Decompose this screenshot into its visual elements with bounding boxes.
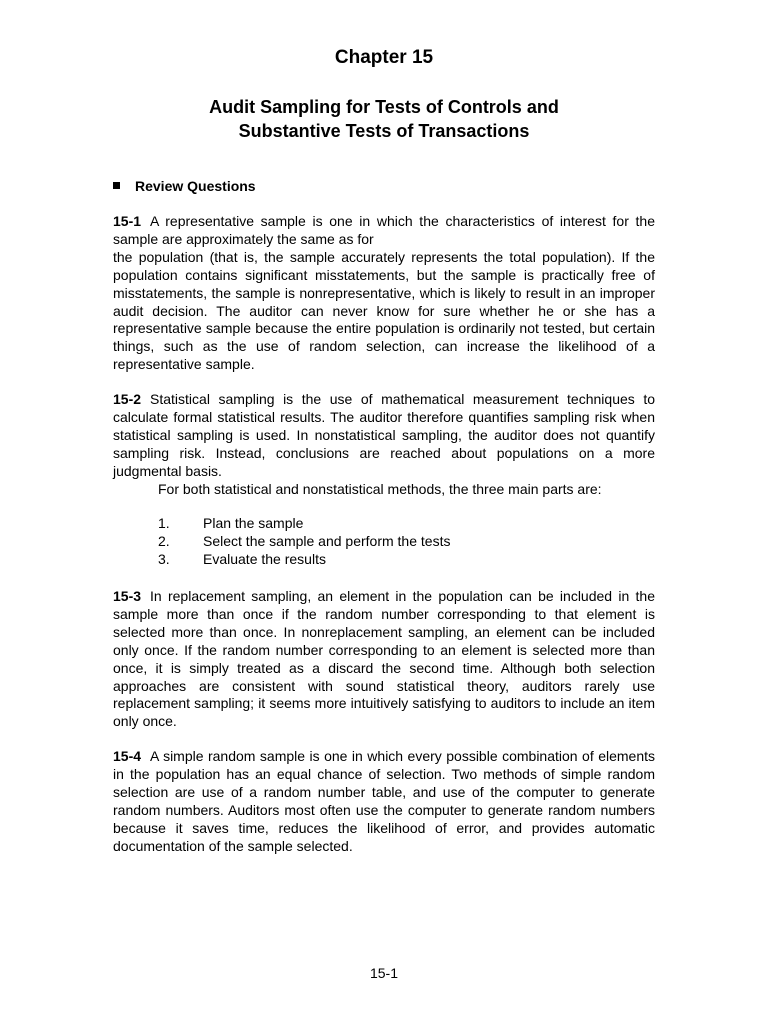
question-text: A simple random sample is one in which every possible combination of elements in the population has an equal chance of selection. Two methods of simple random selection are use of a random number table, and use of the computer to generate random numbers. Auditors most often use the computer to generate random numbers because it saves time, reduces the likelihood of error, and provides automatic documentation of the sample selected. — [113, 748, 655, 854]
question-15-1-paragraph — [113, 213, 655, 374]
sampling-steps-list — [113, 514, 655, 568]
question-text-line-2: the population (that is, the sample accurately represents the total population). If the population contains significant misstatements, but the sample is practically free of misstatements, the sample is nonrepresentative, which is likely to result in an improper audit decision. The auditor can never know for sure whether he or she has a representative sample because the entire population is ordinarily not tested, but certain things, such as the use of random selection, can increase the likelihood of a representative sample. — [113, 248, 655, 373]
chapter-title-line-2: Substantive Tests of Transactions — [238, 121, 530, 141]
list-item-number: 1. — [158, 515, 170, 532]
page-number: 15-1 — [369, 965, 399, 981]
list-item-text: Select the sample and perform the tests — [203, 533, 451, 550]
question-text: In replacement sampling, an element in the population can be included in the sample more than once if the random number corresponding to that element is selected more than once. In nonreplacement sampling, an element can be included only once. If the random number corresponding to an element is selected more than once, it is simply treated as a discard the second time. Although both selection approaches are consistent with sound statistical theory, auditors rarely use replacement sampling; it seems more intuitively satisfying to auditors to include an item only once. — [113, 588, 655, 730]
question-number: 15-3 — [113, 588, 142, 604]
question-15-3 — [113, 588, 655, 731]
question-15-3-paragraph — [113, 588, 655, 731]
list-item-number: 3. — [158, 551, 170, 568]
list-item — [113, 550, 655, 568]
question-number: 15-2 — [113, 391, 142, 407]
question-15-2 — [113, 391, 655, 568]
question-number: 15-4 — [113, 748, 142, 764]
list-item — [113, 532, 655, 550]
chapter-title-line-1: Audit Sampling for Tests of Controls and — [209, 97, 559, 117]
question-15-2-followup: For both statistical and nonstatistical methods, the three main parts are: — [158, 480, 602, 497]
question-15-4-paragraph — [113, 748, 655, 855]
question-15-4 — [113, 748, 655, 855]
question-15-2-paragraph — [113, 391, 655, 481]
list-item-number: 2. — [158, 533, 170, 550]
question-text-line-1: A representative sample is one in which the characteristics of interest for the sample are approximately the same as for — [113, 213, 655, 247]
question-text: Statistical sampling is the use of mathematical measurement techniques to calculate formal statistical results. The auditor therefore quantifies sampling risk when statistical sampling is used. In nonstatistical sampling, the auditor does not quantify sampling risk. Instead, conclusions are reached about populations on a more judgmental basis. — [113, 391, 655, 479]
list-item-text: Evaluate the results — [203, 551, 326, 568]
list-item-text: Plan the sample — [203, 515, 304, 532]
section-label: Review Questions — [135, 178, 256, 194]
chapter-heading: Chapter 15 — [334, 47, 434, 68]
square-bullet-icon — [113, 182, 120, 189]
question-number: 15-1 — [113, 213, 142, 229]
chapter-title — [0, 95, 768, 143]
question-15-1 — [113, 213, 655, 374]
section-heading — [113, 177, 256, 195]
list-item — [113, 514, 655, 532]
